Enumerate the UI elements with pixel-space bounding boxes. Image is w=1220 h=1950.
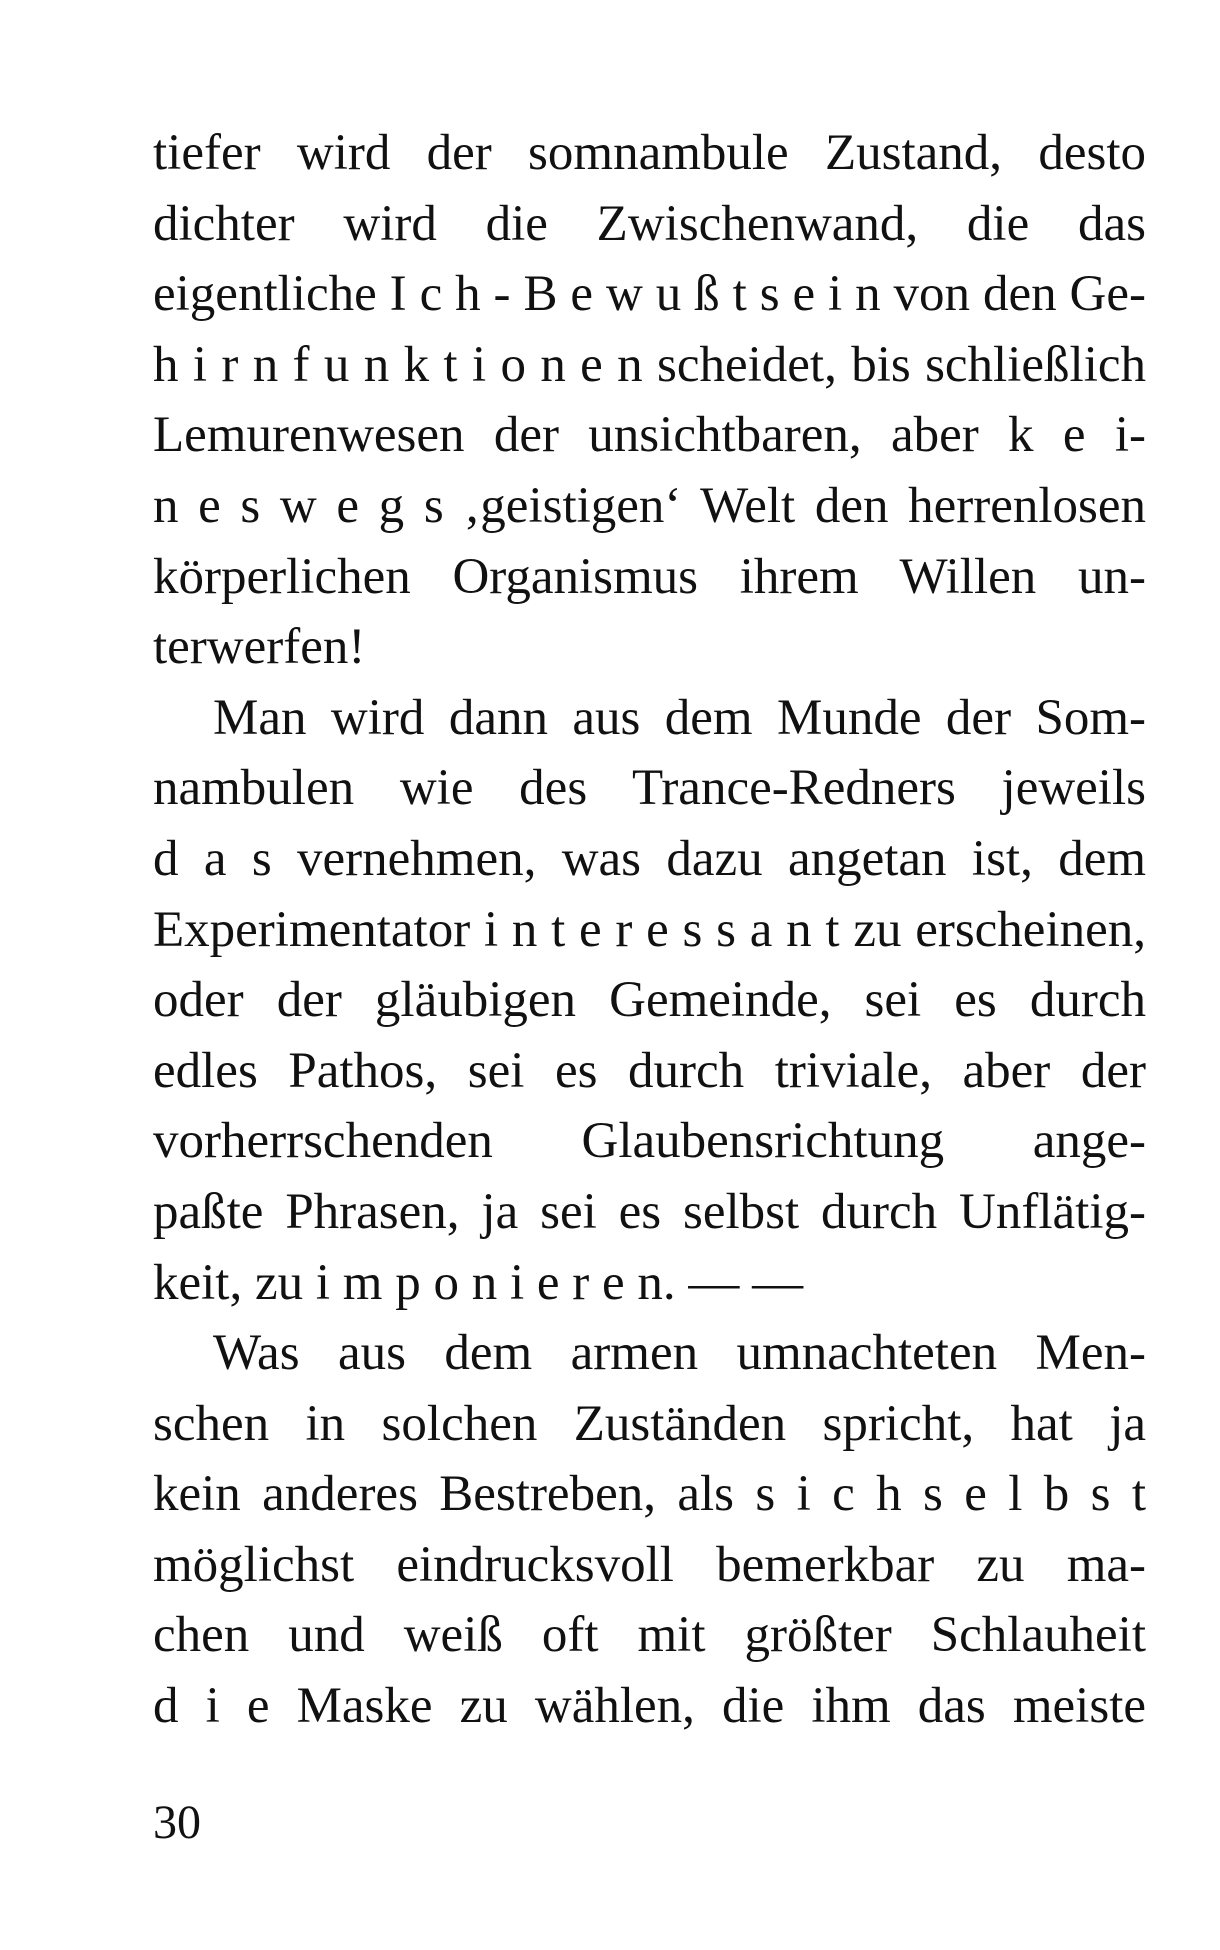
- text-line: paßte Phrasen, ja sei es selbst durch Unflätig-: [153, 1183, 1146, 1240]
- text-line: keit, zu i m p o n i e r e n. — —: [153, 1254, 804, 1311]
- text-line: körperlichen Organismus ihrem Willen un-: [153, 548, 1146, 605]
- text-line: terwerfen!: [153, 619, 366, 676]
- text-line: d a s vernehmen, was dazu angetan ist, dem: [153, 830, 1146, 887]
- page-number: 30: [153, 1796, 201, 1849]
- text-line: möglichst eindrucksvoll bemerkbar zu ma-: [153, 1536, 1146, 1593]
- body-text: [153, 118, 1146, 1742]
- text-line: dichter wird die Zwischenwand, die das: [153, 195, 1146, 252]
- text-line: tiefer wird der somnambule Zustand, desto: [153, 125, 1146, 181]
- text-line: d i e Maske zu wählen, die ihm das meiste: [153, 1678, 1146, 1735]
- text-line: oder der gläubigen Gemeinde, sei es durch: [153, 972, 1146, 1029]
- text-line: Lemurenwesen der unsichtbaren, aber k e i-: [153, 407, 1146, 464]
- text-line: eigentliche I c h - B e w u ß t s e i n von den Ge-: [153, 266, 1146, 323]
- text-line: Experimentator i n t e r e s s a n t zu erscheinen,: [153, 901, 1146, 958]
- text-line: n e s w e g s ‚geistigen‘ Welt den herrenlosen: [153, 477, 1146, 534]
- text-line: Man wird dann aus dem Munde der Som-: [213, 689, 1146, 746]
- text-line: h i r n f u n k t i o n e n scheidet, bis schließlich: [153, 336, 1146, 393]
- text-line: vorherrschenden Glaubensrichtung ange-: [153, 1113, 1146, 1170]
- text-line: schen in solchen Zuständen spricht, hat ja: [153, 1395, 1146, 1452]
- text-line: edles Pathos, sei es durch triviale, aber der: [153, 1042, 1146, 1099]
- text-line: chen und weiß oft mit größter Schlauheit: [153, 1607, 1146, 1664]
- text-line: nambulen wie des Trance-Redners jeweils: [153, 760, 1146, 817]
- text-line: Was aus dem armen umnachteten Men-: [213, 1325, 1146, 1382]
- text-line: kein anderes Bestreben, als s i c h s e l b s t: [153, 1466, 1146, 1523]
